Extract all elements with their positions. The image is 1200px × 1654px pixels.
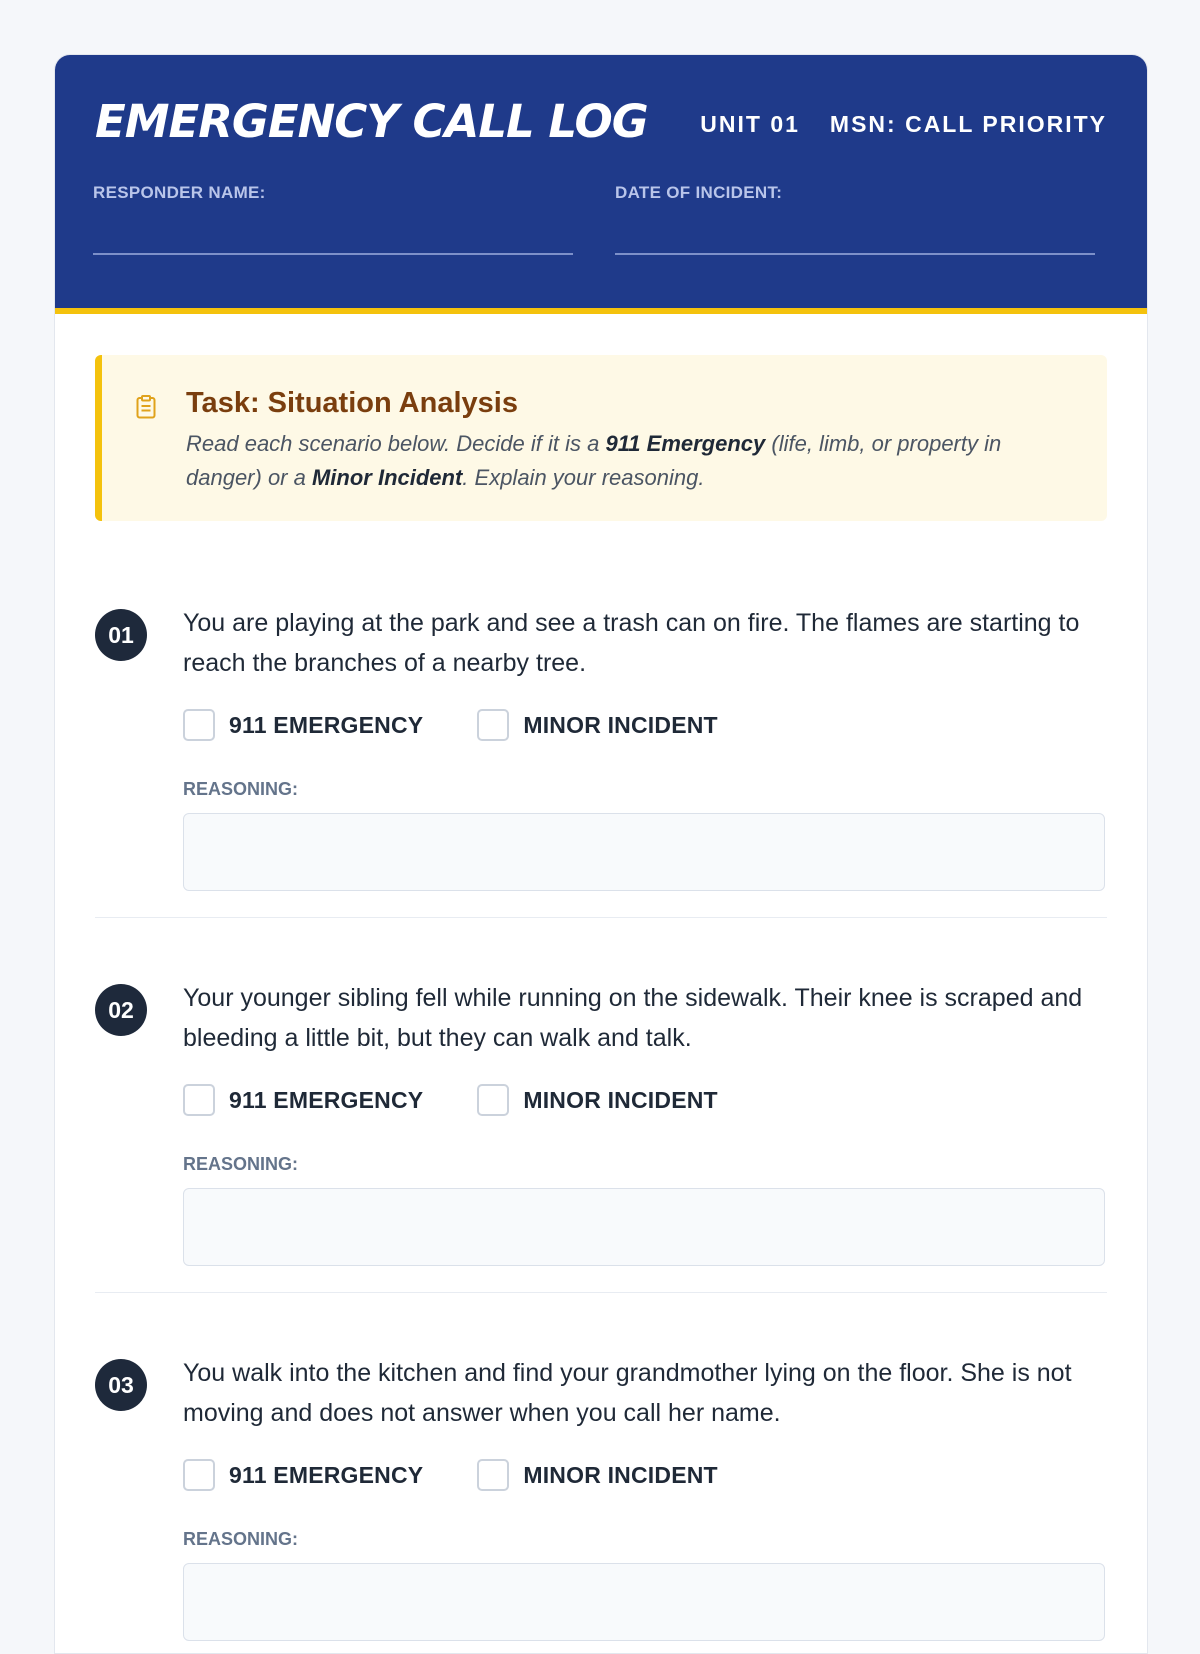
checkbox-911-emergency[interactable] — [183, 1084, 215, 1116]
task-callout — [95, 355, 1107, 521]
reasoning-label: REASONING: — [183, 1529, 299, 1549]
option-label: MINOR INCIDENT — [523, 1461, 718, 1488]
date-of-incident-label: DATE OF INCIDENT: — [615, 183, 783, 202]
question-text: You are playing at the park and see a trash can on fire. The flames are starting to reach the branches of a nearby tree. — [183, 609, 1080, 677]
option-911-emergency[interactable] — [183, 1084, 423, 1116]
task-emphasis-minor: Minor Incident — [311, 465, 463, 490]
option-911-emergency[interactable] — [183, 709, 423, 741]
unit-label: UNIT 01 — [700, 111, 800, 137]
reasoning-input[interactable] — [183, 1563, 1105, 1641]
mission-label: MSN: CALL PRIORITY — [829, 111, 1107, 137]
checkbox-911-emergency[interactable] — [183, 1459, 215, 1491]
option-label: 911 EMERGENCY — [229, 1086, 424, 1113]
answer-options — [183, 1459, 718, 1491]
question-number-badge: 03 — [95, 1359, 147, 1411]
task-title: Task: Situation Analysis — [186, 387, 518, 419]
header-meta — [700, 111, 1107, 138]
clipboard-icon — [136, 395, 156, 419]
reasoning-input[interactable] — [183, 1188, 1105, 1266]
checkbox-911-emergency[interactable] — [183, 709, 215, 741]
responder-field — [93, 183, 573, 255]
option-minor-incident[interactable] — [477, 1084, 717, 1116]
responder-name-input[interactable] — [93, 211, 573, 251]
task-text-part: Read each scenario below. Decide if it is a — [186, 431, 606, 456]
question-text: You walk into the kitchen and find your grandmother lying on the floor. She is not moving and does not answer when you call her name. — [183, 1359, 1072, 1427]
question-text: Your younger sibling fell while running on the sidewalk. Their knee is scraped and bleeding a little bit, but they can walk and talk. — [183, 984, 1083, 1052]
reasoning-label: REASONING: — [183, 779, 299, 799]
option-minor-incident[interactable] — [477, 709, 717, 741]
header — [55, 55, 1147, 314]
option-911-emergency[interactable] — [183, 1459, 423, 1491]
date-of-incident-underline — [615, 253, 1095, 255]
option-label: MINOR INCIDENT — [523, 711, 718, 738]
task-text-part: (life, limb, or property in danger) or a — [186, 431, 1002, 490]
date-of-incident-input[interactable] — [615, 211, 1095, 251]
responder-name-underline — [93, 253, 573, 255]
question-number-badge: 01 — [95, 609, 147, 661]
option-minor-incident[interactable] — [477, 1459, 717, 1491]
option-label: MINOR INCIDENT — [523, 1086, 718, 1113]
divider — [95, 1292, 1107, 1293]
task-instructions — [186, 427, 1066, 495]
reasoning-label: REASONING: — [183, 1154, 299, 1174]
task-text-part: . Explain your reasoning. — [462, 465, 705, 490]
question-number-badge: 02 — [95, 984, 147, 1036]
option-label: 911 EMERGENCY — [229, 711, 424, 738]
answer-options — [183, 709, 718, 741]
checkbox-minor-incident[interactable] — [477, 1459, 509, 1491]
reasoning-input[interactable] — [183, 813, 1105, 891]
task-emphasis-emergency: 911 Emergency — [605, 431, 766, 456]
option-label: 911 EMERGENCY — [229, 1461, 424, 1488]
date-field — [615, 183, 1095, 255]
page-title: EMERGENCY CALL LOG — [95, 95, 648, 148]
responder-name-label: RESPONDER NAME: — [93, 183, 266, 202]
answer-options — [183, 1084, 718, 1116]
worksheet — [54, 54, 1148, 1654]
divider — [95, 917, 1107, 918]
checkbox-minor-incident[interactable] — [477, 1084, 509, 1116]
checkbox-minor-incident[interactable] — [477, 709, 509, 741]
